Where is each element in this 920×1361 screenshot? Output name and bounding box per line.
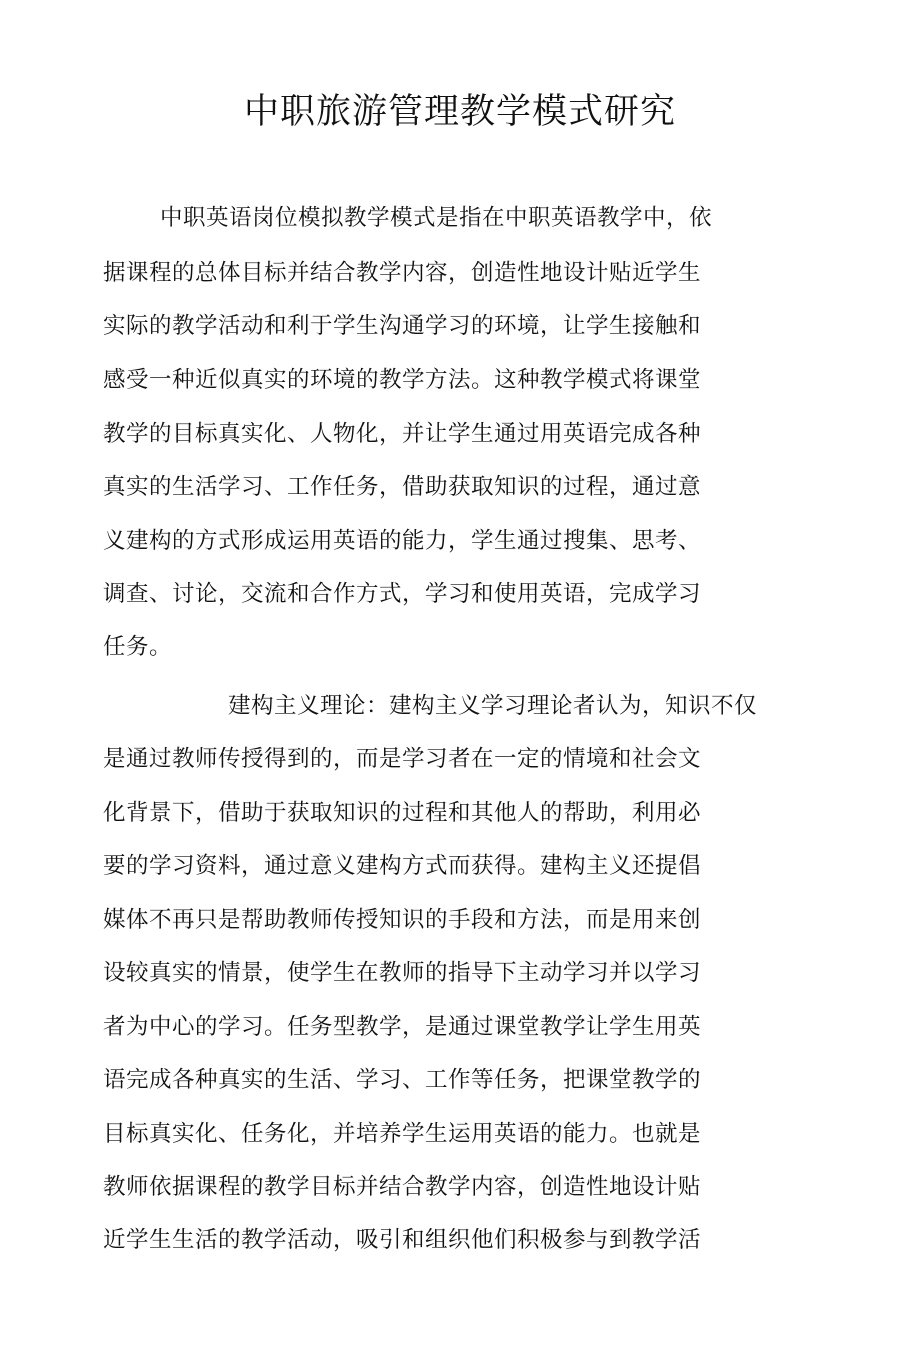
paragraph-2-line: 化背景下，借助于获取知识的过程和其他人的帮助，利用必 [103,800,702,826]
paragraph-2-line: 建构主义理论：建构主义学习理论者认为，知识不仅 [228,693,758,719]
paragraph-1-line: 中职英语岗位模拟教学模式是指在中职英语教学中，依 [160,205,713,231]
paragraph-1-line: 任务。 [103,634,173,660]
paragraph-1-line: 教学的目标真实化、人物化，并让学生通过用英语完成各种 [103,421,702,447]
paragraph-2-line: 媒体不再只是帮助教师传授知识的手段和方法，而是用来创 [103,907,702,933]
paragraph-1-line: 真实的生活学习、工作任务，借助获取知识的过程，通过意 [103,474,702,500]
paragraph-1-line: 实际的教学活动和利于学生沟通学习的环境，让学生接触和 [103,313,702,339]
paragraph-1-line: 义建构的方式形成运用英语的能力，学生通过搜集、思考、 [103,528,702,554]
paragraph-2-line: 目标真实化、任务化，并培养学生运用英语的能力。也就是 [103,1121,702,1147]
paragraph-1-line: 据课程的总体目标并结合教学内容，创造性地设计贴近学生 [103,260,702,286]
document-title: 中职旅游管理教学模式研究 [243,92,676,132]
paragraph-1-line: 调查、讨论，交流和合作方式，学习和使用英语，完成学习 [103,581,702,607]
paragraph-1-line: 感受一种近似真实的环境的教学方法。这种教学模式将课堂 [103,367,702,393]
paragraph-2-line: 者为中心的学习。任务型教学，是通过课堂教学让学生用英 [103,1014,702,1040]
paragraph-2-line: 近学生生活的教学活动，吸引和组织他们积极参与到教学活 [103,1227,702,1253]
paragraph-2-line: 语完成各种真实的生活、学习、工作等任务，把课堂教学的 [103,1067,702,1093]
paragraph-2-line: 教师依据课程的教学目标并结合教学内容，创造性地设计贴 [103,1174,702,1200]
paragraph-2-line: 设较真实的情景，使学生在教师的指导下主动学习并以学习 [103,960,702,986]
paragraph-2-line: 要的学习资料，通过意义建构方式而获得。建构主义还提倡 [103,853,702,879]
paragraph-2-line: 是通过教师传授得到的，而是学习者在一定的情境和社会文 [103,746,702,772]
